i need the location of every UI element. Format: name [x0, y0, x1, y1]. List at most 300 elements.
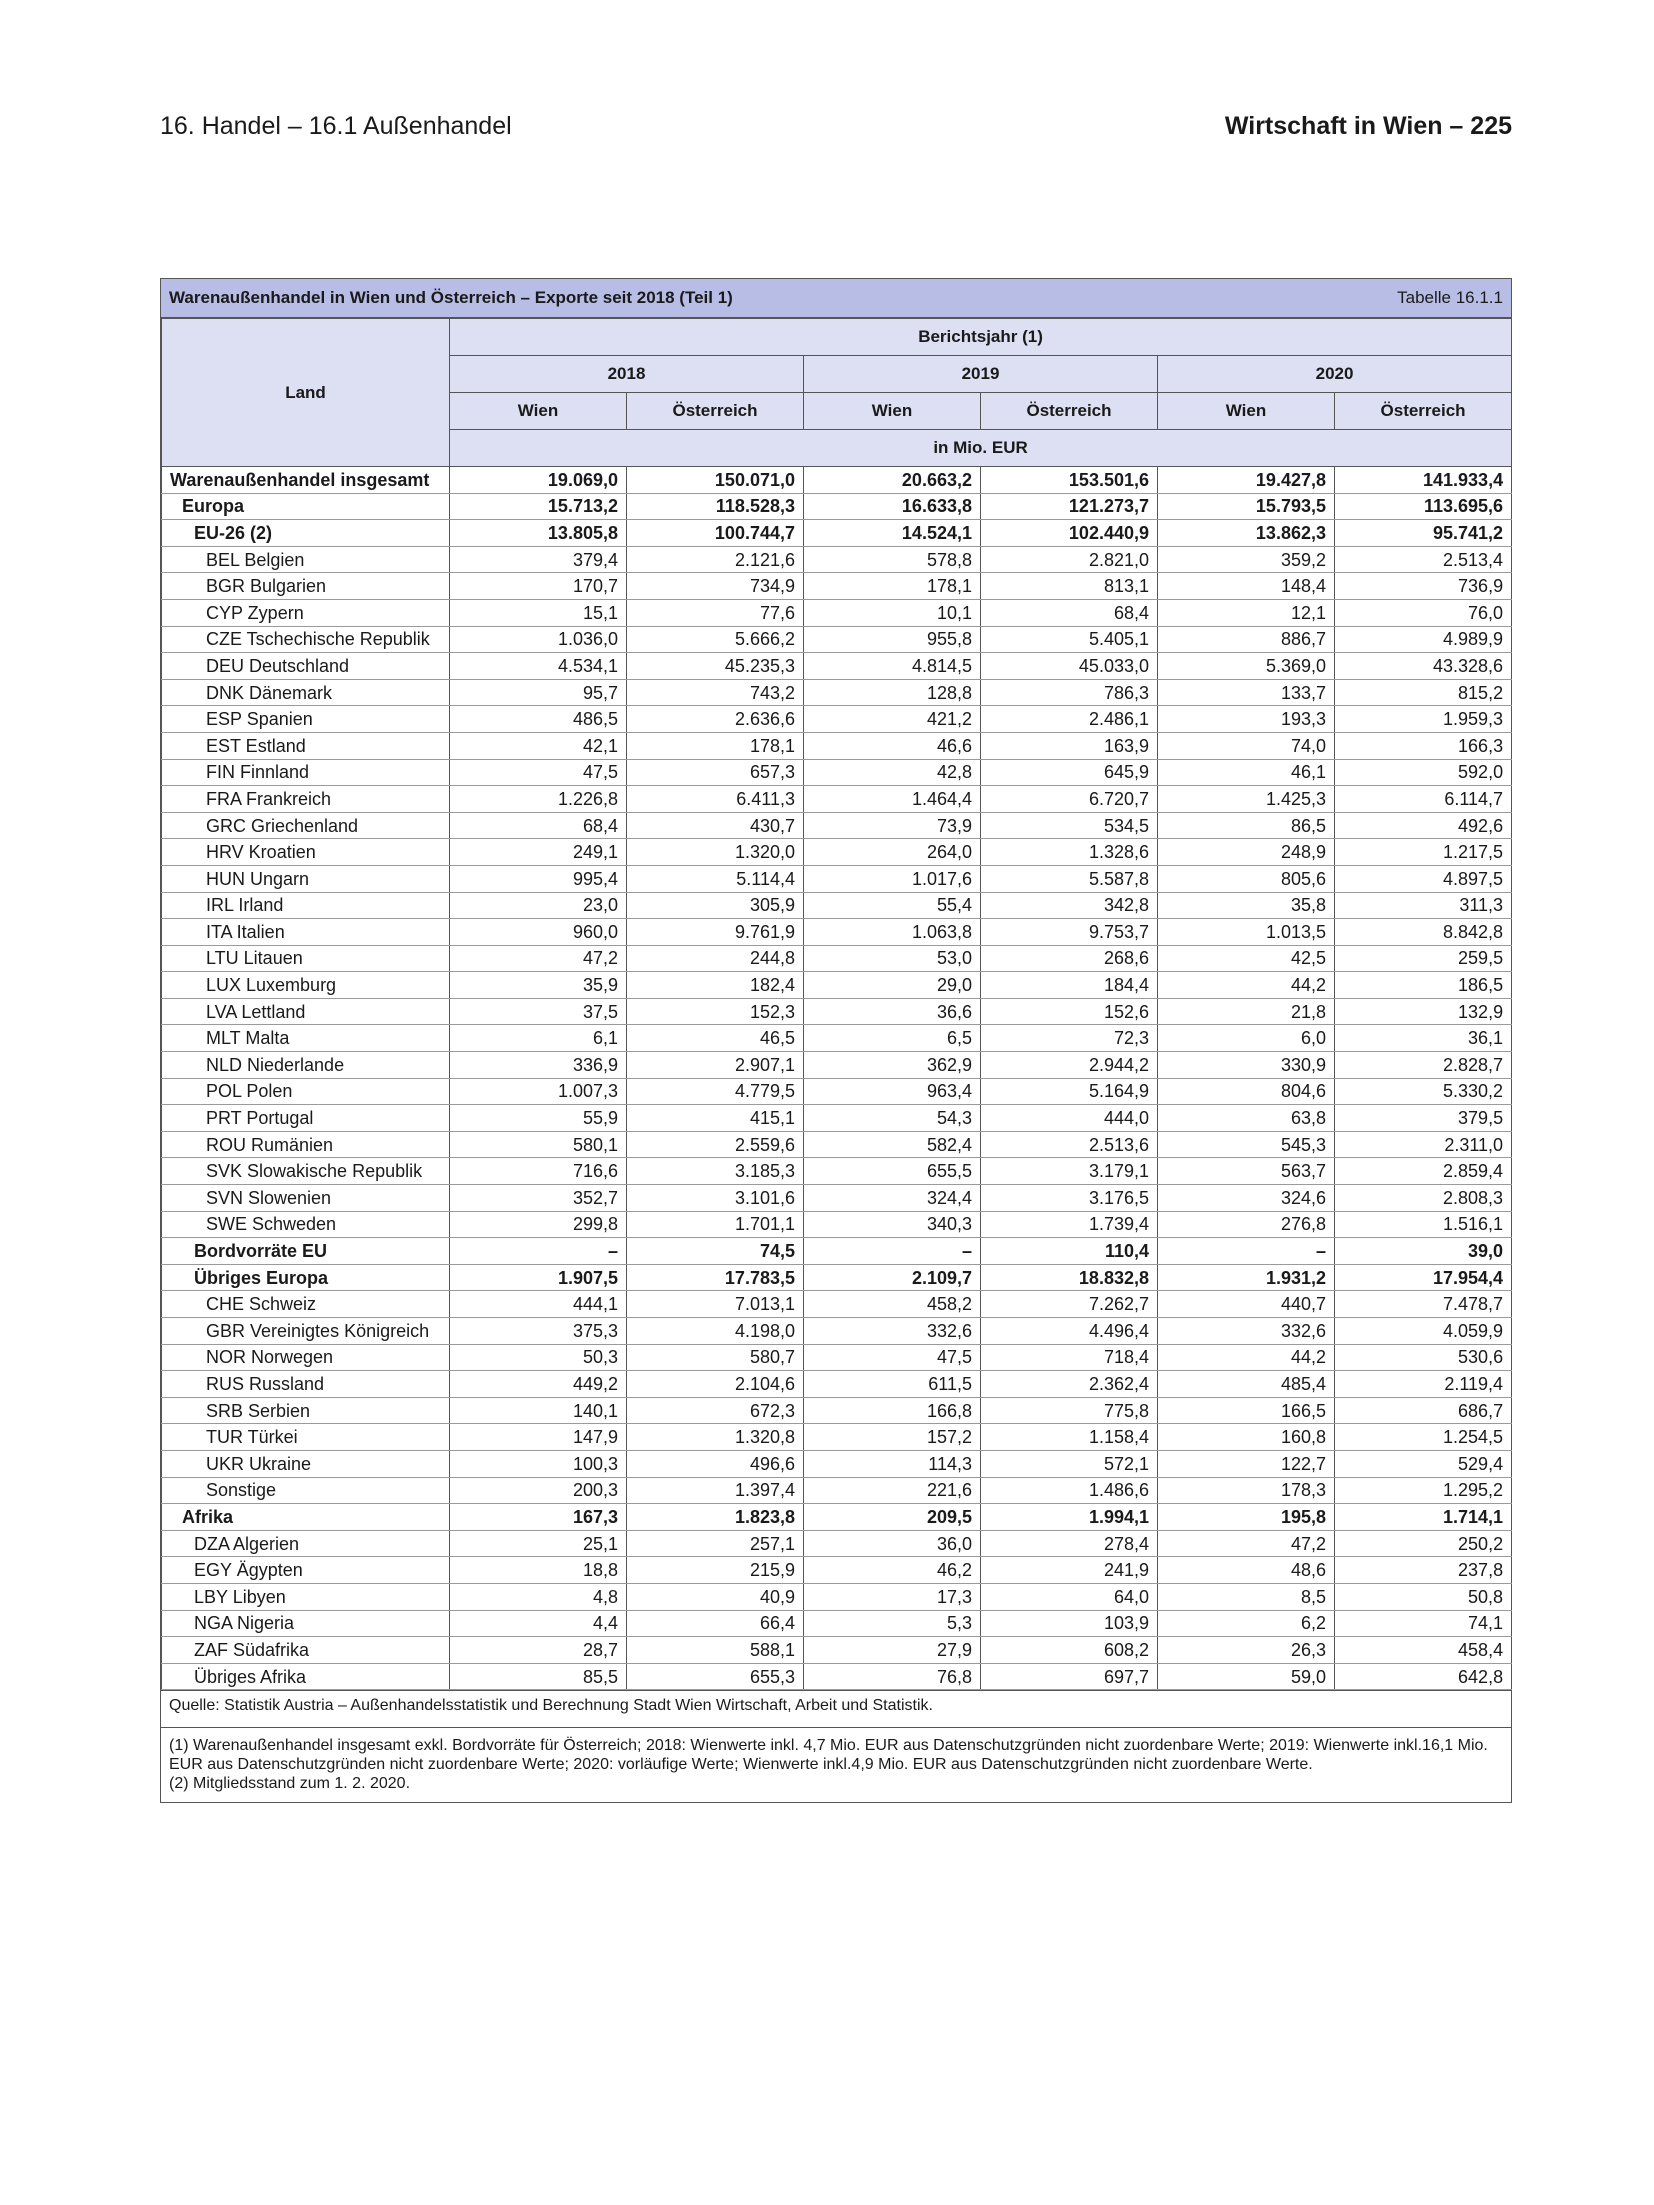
value-cell: 48,6 — [1158, 1557, 1335, 1584]
value-cell: 237,8 — [1335, 1557, 1512, 1584]
land-header: Land — [162, 319, 450, 467]
value-cell: 886,7 — [1158, 626, 1335, 653]
value-cell: 657,3 — [627, 759, 804, 786]
value-cell: 36,0 — [804, 1530, 981, 1557]
value-cell: 2.513,6 — [981, 1131, 1158, 1158]
value-cell: 5.369,0 — [1158, 653, 1335, 680]
value-cell: 64,0 — [981, 1583, 1158, 1610]
value-cell: 608,2 — [981, 1637, 1158, 1664]
table-body — [162, 467, 1512, 1690]
value-cell: 121.273,7 — [981, 493, 1158, 520]
value-cell: 157,2 — [804, 1424, 981, 1451]
value-cell: 44,2 — [1158, 1344, 1335, 1371]
value-cell: 492,6 — [1335, 812, 1512, 839]
value-cell: 15.793,5 — [1158, 493, 1335, 520]
value-cell: 804,6 — [1158, 1078, 1335, 1105]
table-row — [162, 626, 1512, 653]
value-cell: 2.362,4 — [981, 1371, 1158, 1398]
value-cell: 1.425,3 — [1158, 786, 1335, 813]
value-cell: 17.783,5 — [627, 1264, 804, 1291]
value-cell: 415,1 — [627, 1105, 804, 1132]
value-cell: 18.832,8 — [981, 1264, 1158, 1291]
value-cell: 580,1 — [450, 1131, 627, 1158]
value-cell: 170,7 — [450, 573, 627, 600]
value-cell: 1.063,8 — [804, 919, 981, 946]
value-cell: 1.701,1 — [627, 1211, 804, 1238]
row-label: Afrika — [162, 1504, 450, 1531]
col-wien: Wien — [804, 393, 981, 430]
row-label: DNK Dänemark — [162, 679, 450, 706]
value-cell: 46,1 — [1158, 759, 1335, 786]
value-cell: 73,9 — [804, 812, 981, 839]
value-cell: – — [450, 1238, 627, 1265]
row-label: IRL Irland — [162, 892, 450, 919]
value-cell: 53,0 — [804, 945, 981, 972]
value-cell: 1.013,5 — [1158, 919, 1335, 946]
value-cell: 421,2 — [804, 706, 981, 733]
value-cell: 14.524,1 — [804, 520, 981, 547]
table-notes — [161, 1727, 1511, 1802]
table-title: Warenaußenhandel in Wien und Österreich – Exporte seit 2018 (Teil 1) — [169, 288, 733, 307]
value-cell: 3.185,3 — [627, 1158, 804, 1185]
value-cell: 221,6 — [804, 1477, 981, 1504]
table-row — [162, 759, 1512, 786]
value-cell: 1.959,3 — [1335, 706, 1512, 733]
value-cell: 13.862,3 — [1158, 520, 1335, 547]
value-cell: 15.713,2 — [450, 493, 627, 520]
value-cell: 332,6 — [1158, 1318, 1335, 1345]
row-label: BGR Bulgarien — [162, 573, 450, 600]
value-cell: 250,2 — [1335, 1530, 1512, 1557]
row-label: LUX Luxemburg — [162, 972, 450, 999]
value-cell: 359,2 — [1158, 546, 1335, 573]
value-cell: 578,8 — [804, 546, 981, 573]
value-cell: 42,8 — [804, 759, 981, 786]
value-cell: 4,8 — [450, 1583, 627, 1610]
value-cell: 6,0 — [1158, 1025, 1335, 1052]
value-cell: 582,4 — [804, 1131, 981, 1158]
row-label: RUS Russland — [162, 1371, 450, 1398]
table-row — [162, 1264, 1512, 1291]
value-cell: 645,9 — [981, 759, 1158, 786]
value-cell: 2.907,1 — [627, 1052, 804, 1079]
chapter-title: 16. Handel – 16.1 Außenhandel — [160, 112, 512, 140]
value-cell: 379,5 — [1335, 1105, 1512, 1132]
value-cell: 39,0 — [1335, 1238, 1512, 1265]
value-cell: 35,9 — [450, 972, 627, 999]
value-cell: 995,4 — [450, 865, 627, 892]
value-cell: 805,6 — [1158, 865, 1335, 892]
value-cell: 276,8 — [1158, 1211, 1335, 1238]
value-cell: 496,6 — [627, 1450, 804, 1477]
value-cell: 74,1 — [1335, 1610, 1512, 1637]
value-cell: 46,5 — [627, 1025, 804, 1052]
value-cell: 8,5 — [1158, 1583, 1335, 1610]
table-row — [162, 1105, 1512, 1132]
value-cell: 440,7 — [1158, 1291, 1335, 1318]
page-header — [160, 112, 1512, 148]
value-cell: 152,3 — [627, 998, 804, 1025]
value-cell: 4.814,5 — [804, 653, 981, 680]
value-cell: 5.587,8 — [981, 865, 1158, 892]
value-cell: 955,8 — [804, 626, 981, 653]
value-cell: 5.405,1 — [981, 626, 1158, 653]
value-cell: 152,6 — [981, 998, 1158, 1025]
berichtsjahr-header: Berichtsjahr (1) — [450, 319, 1512, 356]
value-cell: 42,1 — [450, 732, 627, 759]
table-row — [162, 1424, 1512, 1451]
value-cell: 163,9 — [981, 732, 1158, 759]
row-label: ESP Spanien — [162, 706, 450, 733]
value-cell: 95.741,2 — [1335, 520, 1512, 547]
value-cell: 444,0 — [981, 1105, 1158, 1132]
row-label: TUR Türkei — [162, 1424, 450, 1451]
value-cell: 1.226,8 — [450, 786, 627, 813]
value-cell: 1.931,2 — [1158, 1264, 1335, 1291]
value-cell: 1.486,6 — [981, 1477, 1158, 1504]
value-cell: 324,6 — [1158, 1185, 1335, 1212]
value-cell: 28,7 — [450, 1637, 627, 1664]
value-cell: 10,1 — [804, 599, 981, 626]
value-cell: 4,4 — [450, 1610, 627, 1637]
value-cell: 1.397,4 — [627, 1477, 804, 1504]
value-cell: 46,2 — [804, 1557, 981, 1584]
value-cell: 85,5 — [450, 1663, 627, 1690]
value-cell: 186,5 — [1335, 972, 1512, 999]
value-cell: 1.823,8 — [627, 1504, 804, 1531]
row-label: SVK Slowakische Republik — [162, 1158, 450, 1185]
value-cell: 1.320,8 — [627, 1424, 804, 1451]
value-cell: 23,0 — [450, 892, 627, 919]
value-cell: 178,1 — [804, 573, 981, 600]
value-cell: 530,6 — [1335, 1344, 1512, 1371]
value-cell: 178,1 — [627, 732, 804, 759]
row-label: FRA Frankreich — [162, 786, 450, 813]
table-row — [162, 1344, 1512, 1371]
table-row — [162, 945, 1512, 972]
col-oesterreich: Österreich — [627, 393, 804, 430]
table-head — [162, 319, 1512, 467]
table-row — [162, 1052, 1512, 1079]
value-cell: 50,8 — [1335, 1583, 1512, 1610]
value-cell: 342,8 — [981, 892, 1158, 919]
value-cell: 36,1 — [1335, 1025, 1512, 1052]
value-cell: 362,9 — [804, 1052, 981, 1079]
col-oesterreich: Österreich — [1335, 393, 1512, 430]
value-cell: 45.033,0 — [981, 653, 1158, 680]
table-row — [162, 599, 1512, 626]
row-label: DZA Algerien — [162, 1530, 450, 1557]
value-cell: 655,5 — [804, 1158, 981, 1185]
value-cell: 563,7 — [1158, 1158, 1335, 1185]
col-wien: Wien — [1158, 393, 1335, 430]
row-label: LVA Lettland — [162, 998, 450, 1025]
value-cell: 305,9 — [627, 892, 804, 919]
value-cell: 2.859,4 — [1335, 1158, 1512, 1185]
row-label: ROU Rumänien — [162, 1131, 450, 1158]
footnote-1: (1) Warenaußenhandel insgesamt exkl. Bordvorräte für Österreich; 2018: Wienwerte inkl. 4,7 Mio. EUR aus Datenschutzgründen nicht zuordenbare Werte; 2019: Wienwerte inkl.16,1 Mio. EUR aus Datenschutzgründen nicht zuordenbare Werte; 2020: vorläufige Werte; Wienwerte inkl.4,9 Mio. EUR aus Datenschutzgründen nicht zuordenbare Werte. — [169, 1737, 1488, 1774]
value-cell: 1.994,1 — [981, 1504, 1158, 1531]
row-label: Sonstige — [162, 1477, 450, 1504]
table-row — [162, 865, 1512, 892]
value-cell: 26,3 — [1158, 1637, 1335, 1664]
row-label: UKR Ukraine — [162, 1450, 450, 1477]
value-cell: 74,0 — [1158, 732, 1335, 759]
value-cell: 672,3 — [627, 1397, 804, 1424]
value-cell: 72,3 — [981, 1025, 1158, 1052]
table-source: Quelle: Statistik Austria – Außenhandelsstatistik und Berechnung Stadt Wien Wirtschaft, Arbeit und Statistik. — [161, 1690, 1511, 1727]
value-cell: 6.720,7 — [981, 786, 1158, 813]
table-row — [162, 1397, 1512, 1424]
value-cell: 2.944,2 — [981, 1052, 1158, 1079]
value-cell: 76,8 — [804, 1663, 981, 1690]
value-cell: 74,5 — [627, 1238, 804, 1265]
row-label: EGY Ägypten — [162, 1557, 450, 1584]
value-cell: 55,9 — [450, 1105, 627, 1132]
row-label: NLD Niederlande — [162, 1052, 450, 1079]
value-cell: 166,3 — [1335, 732, 1512, 759]
value-cell: 100.744,7 — [627, 520, 804, 547]
value-cell: 35,8 — [1158, 892, 1335, 919]
value-cell: 166,8 — [804, 1397, 981, 1424]
value-cell: 184,4 — [981, 972, 1158, 999]
table-row — [162, 467, 1512, 494]
value-cell: 182,4 — [627, 972, 804, 999]
value-cell: 110,4 — [981, 1238, 1158, 1265]
value-cell: 20.663,2 — [804, 467, 981, 494]
table-row — [162, 1158, 1512, 1185]
table-row — [162, 1557, 1512, 1584]
value-cell: 55,4 — [804, 892, 981, 919]
value-cell: 19.427,8 — [1158, 467, 1335, 494]
value-cell: 63,8 — [1158, 1105, 1335, 1132]
value-cell: 103,9 — [981, 1610, 1158, 1637]
value-cell: 1.516,1 — [1335, 1211, 1512, 1238]
row-label: MLT Malta — [162, 1025, 450, 1052]
value-cell: 47,2 — [450, 945, 627, 972]
value-cell: 248,9 — [1158, 839, 1335, 866]
row-label: HRV Kroatien — [162, 839, 450, 866]
value-cell: 588,1 — [627, 1637, 804, 1664]
footnote-2: (2) Mitgliedsstand zum 1. 2. 2020. — [169, 1775, 411, 1793]
value-cell: 128,8 — [804, 679, 981, 706]
value-cell: 1.217,5 — [1335, 839, 1512, 866]
value-cell: 47,2 — [1158, 1530, 1335, 1557]
value-cell: 27,9 — [804, 1637, 981, 1664]
table-row — [162, 706, 1512, 733]
value-cell: 299,8 — [450, 1211, 627, 1238]
value-cell: – — [804, 1238, 981, 1265]
value-cell: 1.017,6 — [804, 865, 981, 892]
value-cell: 3.176,5 — [981, 1185, 1158, 1212]
table-row — [162, 1477, 1512, 1504]
table-row — [162, 1504, 1512, 1531]
value-cell: 36,6 — [804, 998, 981, 1025]
value-cell: 42,5 — [1158, 945, 1335, 972]
row-label: ITA Italien — [162, 919, 450, 946]
export-table — [160, 278, 1512, 1803]
value-cell: 8.842,8 — [1335, 919, 1512, 946]
value-cell: 2.121,6 — [627, 546, 804, 573]
value-cell: 77,6 — [627, 599, 804, 626]
value-cell: 54,3 — [804, 1105, 981, 1132]
value-cell: 133,7 — [1158, 679, 1335, 706]
row-label: CYP Zypern — [162, 599, 450, 626]
year-header-2020: 2020 — [1158, 356, 1512, 393]
value-cell: 716,6 — [450, 1158, 627, 1185]
value-cell: 458,4 — [1335, 1637, 1512, 1664]
table-row — [162, 1530, 1512, 1557]
unit-header: in Mio. EUR — [450, 430, 1512, 467]
value-cell: 2.821,0 — [981, 546, 1158, 573]
row-label: EU-26 (2) — [162, 520, 450, 547]
table-row — [162, 732, 1512, 759]
value-cell: 1.907,5 — [450, 1264, 627, 1291]
value-cell: 95,7 — [450, 679, 627, 706]
table-row — [162, 1185, 1512, 1212]
value-cell: 15,1 — [450, 599, 627, 626]
row-label: LTU Litauen — [162, 945, 450, 972]
value-cell: 3.179,1 — [981, 1158, 1158, 1185]
value-cell: 775,8 — [981, 1397, 1158, 1424]
value-cell: 2.828,7 — [1335, 1052, 1512, 1079]
row-label: Europa — [162, 493, 450, 520]
value-cell: 655,3 — [627, 1663, 804, 1690]
value-cell: 66,4 — [627, 1610, 804, 1637]
value-cell: 2.808,3 — [1335, 1185, 1512, 1212]
value-cell: 9.753,7 — [981, 919, 1158, 946]
row-label: POL Polen — [162, 1078, 450, 1105]
value-cell: 7.262,7 — [981, 1291, 1158, 1318]
value-cell: 330,9 — [1158, 1052, 1335, 1079]
value-cell: 259,5 — [1335, 945, 1512, 972]
value-cell: 40,9 — [627, 1583, 804, 1610]
value-cell: 960,0 — [450, 919, 627, 946]
table-row — [162, 1291, 1512, 1318]
value-cell: 37,5 — [450, 998, 627, 1025]
col-oesterreich: Österreich — [981, 393, 1158, 430]
value-cell: 4.198,0 — [627, 1318, 804, 1345]
value-cell: 6,1 — [450, 1025, 627, 1052]
value-cell: 45.235,3 — [627, 653, 804, 680]
value-cell: 102.440,9 — [981, 520, 1158, 547]
value-cell: 195,8 — [1158, 1504, 1335, 1531]
table-row — [162, 573, 1512, 600]
table-row — [162, 839, 1512, 866]
value-cell: 2.104,6 — [627, 1371, 804, 1398]
value-cell: 697,7 — [981, 1663, 1158, 1690]
value-cell: 193,3 — [1158, 706, 1335, 733]
value-cell: 19.069,0 — [450, 467, 627, 494]
table-row — [162, 972, 1512, 999]
table-row — [162, 1238, 1512, 1265]
value-cell: 786,3 — [981, 679, 1158, 706]
table-row — [162, 1583, 1512, 1610]
value-cell: 140,1 — [450, 1397, 627, 1424]
table-row — [162, 546, 1512, 573]
year-header-2019: 2019 — [804, 356, 1158, 393]
value-cell: 375,3 — [450, 1318, 627, 1345]
value-cell: 68,4 — [450, 812, 627, 839]
value-cell: 200,3 — [450, 1477, 627, 1504]
row-label: Übriges Afrika — [162, 1663, 450, 1690]
row-label: BEL Belgien — [162, 546, 450, 573]
value-cell: 6.114,7 — [1335, 786, 1512, 813]
value-cell: 5.164,9 — [981, 1078, 1158, 1105]
value-cell: 6.411,3 — [627, 786, 804, 813]
value-cell: 813,1 — [981, 573, 1158, 600]
row-label: CZE Tschechische Republik — [162, 626, 450, 653]
value-cell: 21,8 — [1158, 998, 1335, 1025]
row-label: GRC Griechenland — [162, 812, 450, 839]
value-cell: 47,5 — [804, 1344, 981, 1371]
col-wien: Wien — [450, 393, 627, 430]
row-label: PRT Portugal — [162, 1105, 450, 1132]
value-cell: 2.109,7 — [804, 1264, 981, 1291]
value-cell: 2.559,6 — [627, 1131, 804, 1158]
value-cell: 4.779,5 — [627, 1078, 804, 1105]
value-cell: 4.989,9 — [1335, 626, 1512, 653]
value-cell: 141.933,4 — [1335, 467, 1512, 494]
value-cell: 580,7 — [627, 1344, 804, 1371]
data-table — [161, 318, 1512, 1690]
value-cell: 244,8 — [627, 945, 804, 972]
value-cell: 17,3 — [804, 1583, 981, 1610]
value-cell: 153.501,6 — [981, 467, 1158, 494]
value-cell: 4.897,5 — [1335, 865, 1512, 892]
value-cell: 1.254,5 — [1335, 1424, 1512, 1451]
value-cell: 7.478,7 — [1335, 1291, 1512, 1318]
row-label: LBY Libyen — [162, 1583, 450, 1610]
value-cell: 4.059,9 — [1335, 1318, 1512, 1345]
table-row — [162, 1663, 1512, 1690]
value-cell: 1.328,6 — [981, 839, 1158, 866]
value-cell: 113.695,6 — [1335, 493, 1512, 520]
row-label: DEU Deutschland — [162, 653, 450, 680]
row-label: FIN Finnland — [162, 759, 450, 786]
value-cell: 1.036,0 — [450, 626, 627, 653]
value-cell: 249,1 — [450, 839, 627, 866]
value-cell: 2.311,0 — [1335, 1131, 1512, 1158]
value-cell: 3.101,6 — [627, 1185, 804, 1212]
row-label: CHE Schweiz — [162, 1291, 450, 1318]
value-cell: 59,0 — [1158, 1663, 1335, 1690]
value-cell: 241,9 — [981, 1557, 1158, 1584]
value-cell: 611,5 — [804, 1371, 981, 1398]
row-label: NOR Norwegen — [162, 1344, 450, 1371]
table-row — [162, 1610, 1512, 1637]
value-cell: 5.666,2 — [627, 626, 804, 653]
value-cell: 12,1 — [1158, 599, 1335, 626]
value-cell: 147,9 — [450, 1424, 627, 1451]
value-cell: 5.330,2 — [1335, 1078, 1512, 1105]
value-cell: 815,2 — [1335, 679, 1512, 706]
value-cell: 17.954,4 — [1335, 1264, 1512, 1291]
table-row — [162, 919, 1512, 946]
value-cell: 122,7 — [1158, 1450, 1335, 1477]
row-label: SRB Serbien — [162, 1397, 450, 1424]
value-cell: 534,5 — [981, 812, 1158, 839]
year-header-2018: 2018 — [450, 356, 804, 393]
value-cell: 100,3 — [450, 1450, 627, 1477]
value-cell: 340,3 — [804, 1211, 981, 1238]
value-cell: 2.119,4 — [1335, 1371, 1512, 1398]
value-cell: 278,4 — [981, 1530, 1158, 1557]
value-cell: 160,8 — [1158, 1424, 1335, 1451]
value-cell: 458,2 — [804, 1291, 981, 1318]
value-cell: 1.739,4 — [981, 1211, 1158, 1238]
table-row — [162, 812, 1512, 839]
